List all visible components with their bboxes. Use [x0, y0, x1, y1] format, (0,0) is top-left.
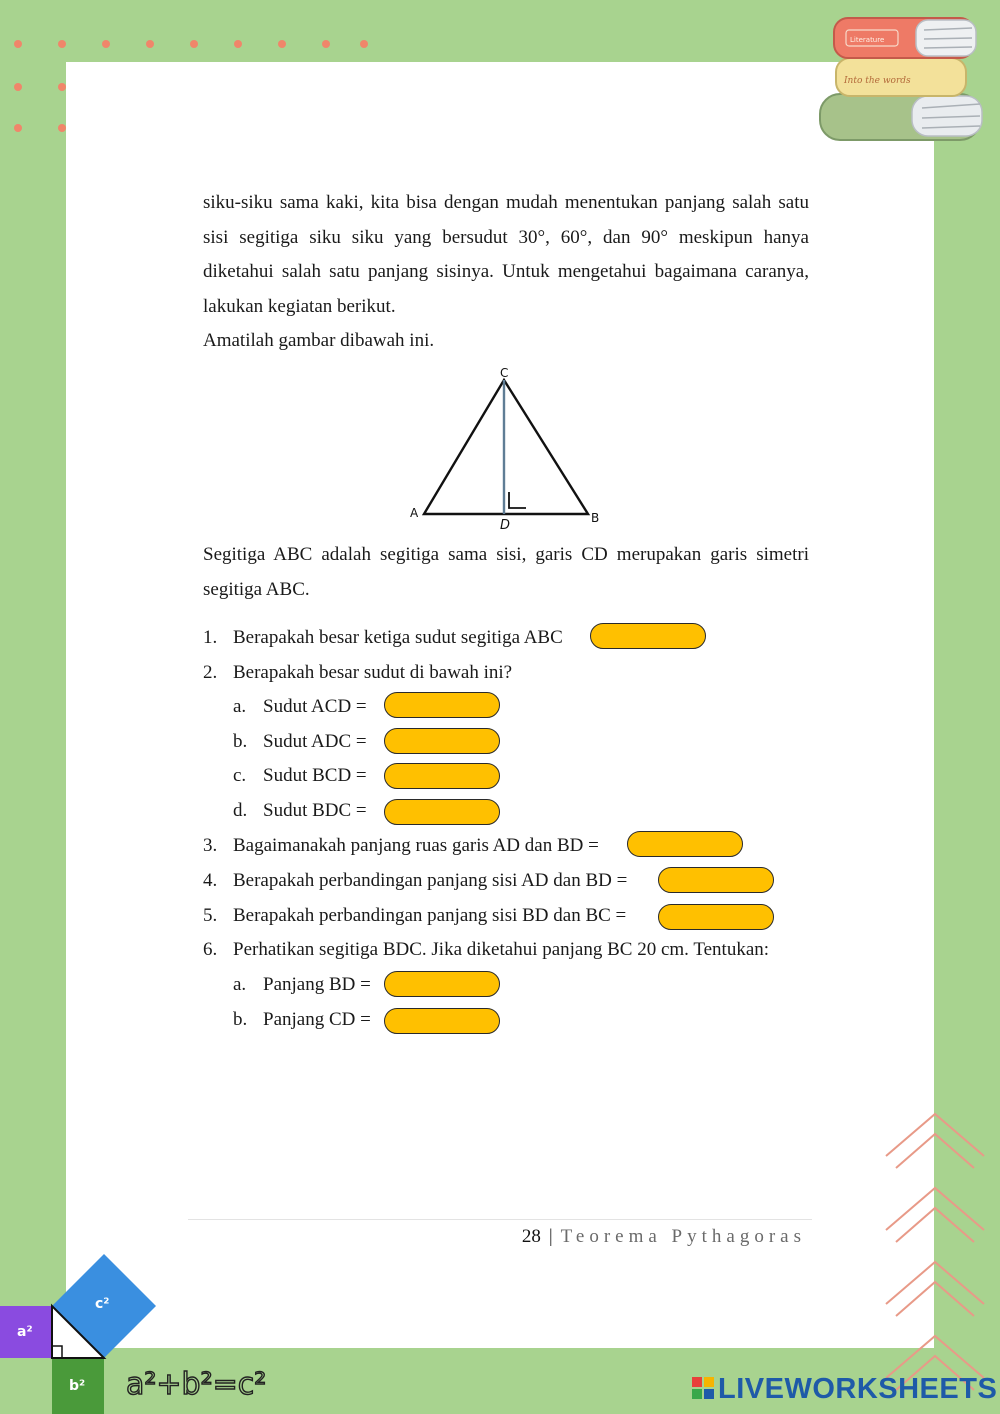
answer-input-q2c[interactable]	[384, 763, 500, 789]
chevron-decoration	[880, 1108, 990, 1408]
book-title-2: Into the words	[844, 76, 911, 86]
vertex-label-c: C	[500, 366, 509, 380]
answer-input-q2a[interactable]	[384, 692, 500, 718]
answer-input-q6b[interactable]	[384, 1008, 500, 1034]
question-text: Berapakah perbandingan panjang sisi BD dan BC =	[233, 905, 627, 926]
label-c-squared: c²	[95, 1296, 110, 1312]
answer-input-q2d[interactable]	[384, 799, 500, 825]
question-2c: c. Sudut BCD =	[233, 765, 367, 786]
question-4: 4. Berapakah perbandingan panjang sisi AD dan BD =	[203, 870, 628, 891]
triangle-abc-figure	[400, 362, 610, 537]
page-number: 28	[521, 1226, 541, 1247]
intro-line: siku-siku sama kaki, kita bisa dengan mudah menentukan panjang salah satu	[203, 192, 809, 213]
liveworksheets-icon	[692, 1377, 714, 1399]
question-6: 6. Perhatikan segitiga BDC. Jika diketahui panjang BC 20 cm. Tentukan:	[203, 939, 770, 960]
page-footer	[522, 1222, 806, 1252]
question-3: 3. Bagaimanakah panjang ruas garis AD dan BD =	[203, 835, 599, 856]
question-6a: a. Panjang BD =	[233, 974, 371, 995]
question-text: Panjang BD =	[263, 974, 371, 995]
question-text: Sudut ADC =	[263, 731, 367, 752]
liveworksheets-logo	[692, 1374, 997, 1404]
right-angle-mark	[509, 492, 526, 508]
footer-divider	[188, 1219, 812, 1220]
question-1: 1. Berapakah besar ketiga sudut segitiga ABC	[203, 627, 563, 648]
triangle-abc	[424, 380, 588, 514]
question-text: Perhatikan segitiga BDC. Jika diketahui panjang BC 20 cm. Tentukan:	[233, 939, 770, 960]
answer-input-q6a[interactable]	[384, 971, 500, 997]
books-illustration	[812, 6, 997, 146]
pythagoras-illustration	[0, 1250, 280, 1414]
description-line: segitiga ABC.	[203, 578, 310, 600]
question-2: 2. Berapakah besar sudut di bawah ini?	[203, 662, 513, 683]
question-text: Berapakah perbandingan panjang sisi AD dan BD =	[233, 870, 628, 891]
vertex-label-b: B	[591, 511, 600, 525]
question-5: 5. Berapakah perbandingan panjang sisi BD dan BC =	[203, 905, 627, 926]
description-line: Segitiga ABC adalah segitiga sama sisi, garis CD merupakan garis simetri	[203, 544, 809, 565]
book-title-1: Literature	[850, 36, 885, 44]
pythagoras-formula: a²+b²=c²	[126, 1367, 267, 1402]
question-2a: a. Sudut ACD =	[233, 696, 367, 717]
question-text: Bagaimanakah panjang ruas garis AD dan BD =	[233, 835, 599, 856]
answer-input-q5[interactable]	[658, 904, 774, 930]
observe-instruction: Amatilah gambar dibawah ini.	[203, 330, 435, 351]
vertex-label-a: A	[410, 506, 419, 520]
intro-line: lakukan kegiatan berikut.	[203, 295, 396, 317]
point-label-d: D	[500, 518, 511, 533]
question-text: Sudut BCD =	[263, 765, 367, 786]
question-2b: b. Sudut ADC =	[233, 731, 367, 752]
book-title: Teorema Pythagoras	[560, 1226, 806, 1247]
question-text: Panjang CD =	[263, 1009, 371, 1030]
question-text: Sudut BDC =	[263, 800, 367, 821]
answer-input-q4[interactable]	[658, 867, 774, 893]
question-text: Sudut ACD =	[263, 696, 367, 717]
intro-line: diketahui salah satu panjang sisinya. Untuk mengetahui bagaimana caranya,	[203, 261, 809, 282]
intro-paragraph	[203, 186, 809, 359]
answer-input-q3[interactable]	[627, 831, 743, 857]
question-text: Berapakah besar ketiga sudut segitiga ABC	[233, 627, 563, 648]
intro-line: sisi segitiga siku siku yang bersudut 30°, 60°, dan 90° meskipun hanya	[203, 226, 809, 248]
label-b-squared: b²	[69, 1378, 86, 1394]
brand-name: LIVEWORKSHEETS	[718, 1373, 998, 1405]
answer-input-q1[interactable]	[590, 623, 706, 649]
question-text: Berapakah besar sudut di bawah ini?	[233, 662, 513, 683]
question-6b: b. Panjang CD =	[233, 1009, 371, 1030]
label-a-squared: a²	[17, 1324, 33, 1340]
answer-input-q2b[interactable]	[384, 728, 500, 754]
question-2d: d. Sudut BDC =	[233, 800, 367, 821]
description-paragraph	[203, 538, 809, 607]
footer-separator: |	[548, 1226, 553, 1247]
